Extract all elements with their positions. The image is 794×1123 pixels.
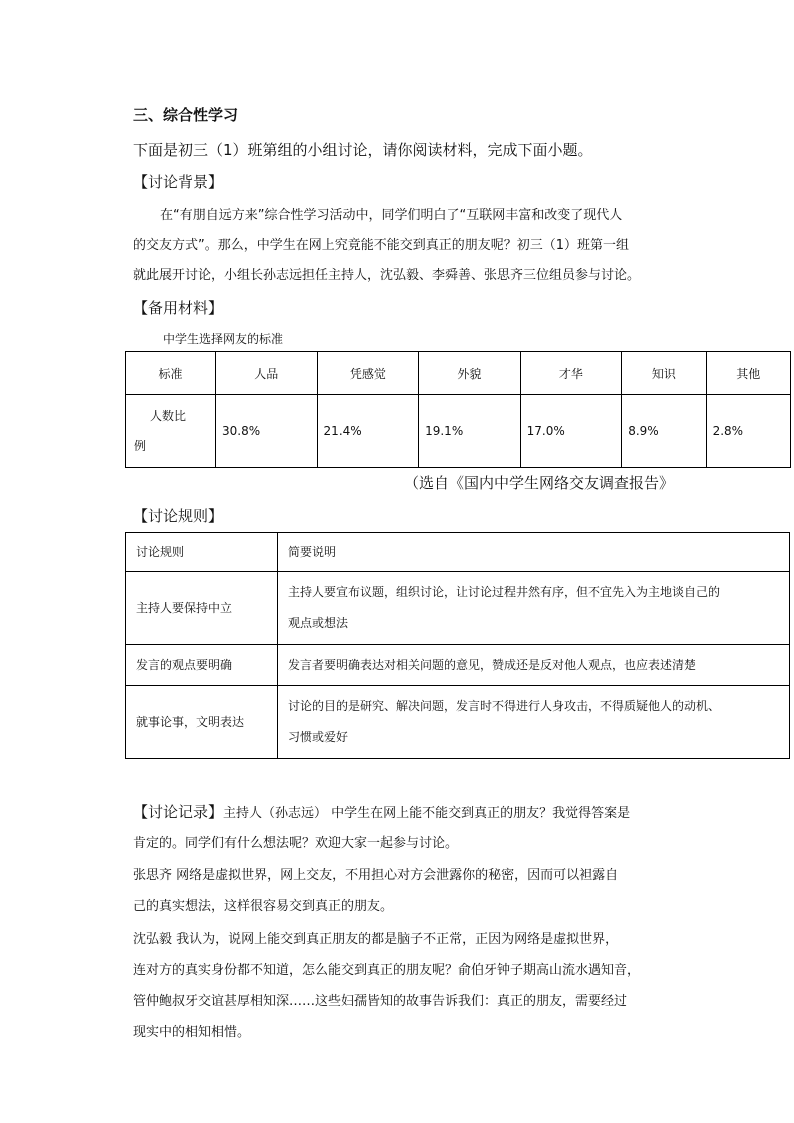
table-cell: 19.1% bbox=[419, 395, 521, 468]
record-line: 肯定的。同学们有什么想法呢？欢迎大家一起参与讨论。 bbox=[133, 836, 459, 851]
background-line: 在“有朋自远方来”综合性学习活动中，同学们明白了“互联网丰富和改变了现代人 bbox=[160, 208, 623, 223]
column-header: 凭感觉 bbox=[317, 352, 419, 395]
table-row bbox=[126, 686, 790, 759]
record-line: 管仲鲍叔牙交谊甚厚相知深……这些妇孺皆知的故事告诉我们：真正的朋友，需要经过 bbox=[133, 994, 628, 1009]
record-line: 现实中的相知相惜。 bbox=[133, 1025, 251, 1040]
record-heading: 【讨论记录】 bbox=[133, 803, 224, 821]
column-header: 才华 bbox=[520, 352, 622, 395]
description-line: 发言者要明确表达对相关问题的意见，赞成还是反对他人观点，也应表述清楚 bbox=[288, 657, 697, 672]
column-header: 知识 bbox=[622, 352, 706, 395]
table-row bbox=[126, 572, 790, 645]
table-cell: 30.8% bbox=[216, 395, 318, 468]
table-cell: 2.8% bbox=[706, 395, 790, 468]
rule-cell: 主持人要保持中立 bbox=[126, 572, 278, 645]
record-line: 张思齐 网络是虚拟世界，网上交友，不用担心对方会泄露你的秘密，因而可以袒露自 bbox=[133, 868, 619, 883]
table-cell: 21.4% bbox=[317, 395, 419, 468]
discussion-rules-table bbox=[125, 532, 790, 759]
table-cell: 17.0% bbox=[520, 395, 622, 468]
table-row bbox=[126, 352, 791, 395]
row-label bbox=[126, 395, 216, 468]
rules-heading: 【讨论规则】 bbox=[133, 507, 224, 525]
table-caption: 中学生选择网友的标准 bbox=[163, 332, 284, 346]
table-cell: 8.9% bbox=[622, 395, 706, 468]
rule-cell: 发言的观点要明确 bbox=[126, 645, 278, 686]
record-first-line bbox=[133, 801, 630, 822]
source-note: （选自《国内中学生网络交友调查报告》 bbox=[404, 474, 675, 492]
intro-text: 下面是初三（1）班第组的小组讨论，请你阅读材料，完成下面小题。 bbox=[133, 141, 593, 159]
record-line: 沈弘毅 我认为，说网上能交到真正朋友的都是脑子不正常，正因为网络是虚拟世界， bbox=[133, 932, 619, 947]
description-line: 观点或想法 bbox=[288, 616, 349, 630]
row-label-line: 人数比 bbox=[150, 409, 187, 423]
row-label-line: 例 bbox=[134, 439, 147, 453]
column-header: 外貌 bbox=[419, 352, 521, 395]
description-cell bbox=[278, 686, 790, 759]
friend-criteria-table bbox=[125, 351, 791, 468]
materials-heading: 【备用材料】 bbox=[133, 299, 224, 317]
description-cell bbox=[278, 645, 790, 686]
table-row bbox=[126, 645, 790, 686]
record-line: 主持人（孙志远） 中学生在网上能不能交到真正的朋友？我觉得答案是 bbox=[223, 806, 631, 821]
description-cell bbox=[278, 572, 790, 645]
column-header: 简要说明 bbox=[278, 533, 790, 572]
background-line: 的交友方式”。那么，中学生在网上究竟能不能交到真正的朋友呢？初三（1）班第一组 bbox=[133, 238, 630, 253]
table-row bbox=[126, 533, 790, 572]
background-line: 就此展开讨论，小组长孙志远担任主持人，沈弘毅、李舜善、张思齐三位组员参与讨论。 bbox=[133, 268, 641, 283]
section-title: 三、综合性学习 bbox=[133, 106, 239, 124]
description-line: 主持人要宣布议题，组织讨论，让讨论过程井然有序，但不宜先入为主地谈自己的 bbox=[288, 585, 721, 599]
record-line: 连对方的真实身份都不知道，怎么能交到真正的朋友呢？俞伯牙钟子期高山流水遇知音， bbox=[133, 963, 641, 978]
column-header: 人品 bbox=[216, 352, 318, 395]
rule-cell: 就事论事，文明表达 bbox=[126, 686, 278, 759]
description-line: 讨论的目的是研究、解决问题，发言时不得进行人身攻击，不得质疑他人的动机、 bbox=[288, 699, 721, 713]
table-row bbox=[126, 395, 791, 468]
column-header: 讨论规则 bbox=[126, 533, 278, 572]
description-line: 习惯或爱好 bbox=[288, 730, 349, 744]
row-label: 标准 bbox=[126, 352, 216, 395]
column-header: 其他 bbox=[706, 352, 790, 395]
background-heading: 【讨论背景】 bbox=[133, 173, 224, 191]
record-line: 己的真实想法，这样很容易交到真正的朋友。 bbox=[133, 899, 394, 914]
